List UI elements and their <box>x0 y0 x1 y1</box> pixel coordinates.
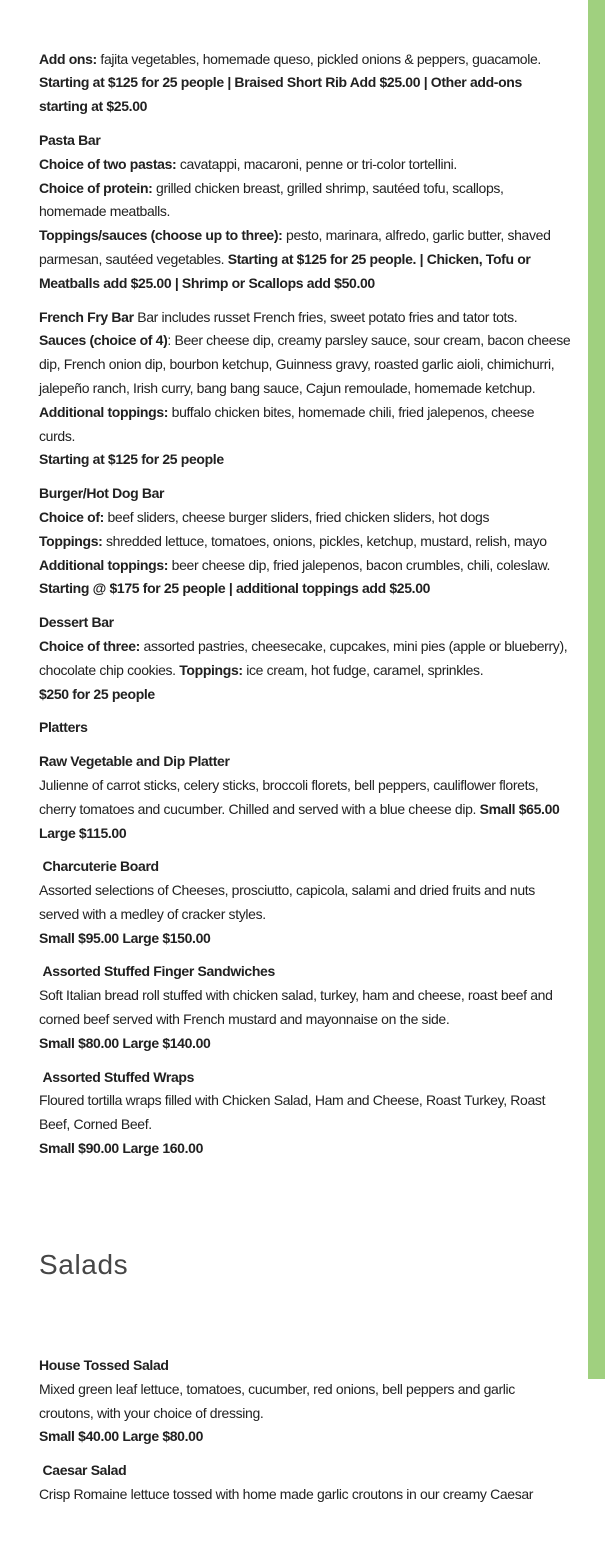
right-edge-green-stripe <box>588 0 605 1379</box>
menu-paragraph-platters: Platters <box>39 719 88 736</box>
menu-paragraph-french-fry-bar: French Fry Bar Bar includes russet French fries, sweet potato fries and tator tots. Sauces (choice of 4): Beer cheese dip, creamy parsley sauce, sour cream, bacon cheese dip, French onion dip, bourbon ketchup, Guinness gravy, roasted garlic aioli, chimichurri, jalepeño ranch, Irish curry, bang bang sauce, Cajun remoulade, homemade ketchup. Additional toppings: buffalo chicken bites, homemade chili, fried jalepenos, cheese curds. Starting at $125 for 25 people <box>39 308 574 468</box>
menu-paragraph-raw-vegetable-and-dip-platter: Raw Vegetable and Dip Platter Julienne of carrot sticks, celery sticks, broccoli florets, bell peppers, cauliflower florets, cherry tomatoes and cucumber. Chilled and served with a blue cheese dip. Small $65.00 Large $115.00 <box>39 753 564 841</box>
menu-paragraph-charcuterie-board: Charcuterie Board Assorted selections of Cheeses, prosciutto, capicola, salami and dried fruits and nuts served with a medley of cracker styles. Small $95.00 Large $150.00 <box>39 858 539 946</box>
menu-sections-bars-and-platters <box>39 48 572 1161</box>
salads-section-heading: Salads <box>39 1249 129 1281</box>
menu-paragraph-add-ons: Add ons: fajita vegetables, homemade queso, pickled onions & peppers, guacamole. Starting at $125 for 25 people | Braised Short Rib Add $25.00 | Other add-ons starting at $25.00 <box>39 50 541 115</box>
menu-sections-salads <box>39 1354 572 1507</box>
menu-paragraph-caesar-salad: Caesar Salad Crisp Romaine lettuce tossed with home made garlic croutons in our creamy Caesar <box>39 1462 534 1503</box>
menu-paragraph-pasta-bar: Pasta Bar Choice of two pastas: cavatappi, macaroni, penne or tri-color tortellini. Choice of protein: grilled chicken breast, grilled shrimp, sautéed tofu, scallops, homemade meatballs. Toppings/sauces (choose up to three): pesto, marinara, alfredo, garlic butter, shaved parmesan, sautéed vegetables. Starting at $125 for 25 people. | Chicken, Tofu or Meatballs add $25.00 | Shrimp or Scallops add $50.00 <box>39 131 555 291</box>
menu-paragraph-burger-hot-dog-bar: Burger/Hot Dog Bar Choice of: beef sliders, cheese burger sliders, fried chicken sliders, hot dogs Toppings: shredded lettuce, tomatoes, onions, pickles, ketchup, mustard, relish, mayo Additional toppings: beer cheese dip, fried jalepenos, bacon crumbles, chili, coleslaw. Starting @ $175 for 25 people | additional toppings add $25.00 <box>39 485 551 597</box>
menu-paragraph-assorted-stuffed-finger-sandwiches: Assorted Stuffed Finger Sandwiches Soft Italian bread roll stuffed with chicken salad, turkey, ham and cheese, roast beef and corned beef served with French mustard and mayonnaise on the side. Small $80.00 Large $140.00 <box>39 963 557 1051</box>
menu-content <box>39 0 572 1564</box>
menu-paragraph-assorted-stuffed-wraps: Assorted Stuffed Wraps Floured tortilla wraps filled with Chicken Salad, Ham and Cheese, Roast Turkey, Roast Beef, Corned Beef. Small $90.00 Large 160.00 <box>39 1068 549 1157</box>
menu-paragraph-house-tossed-salad: House Tossed Salad Mixed green leaf lettuce, tomatoes, cucumber, red onions, bell peppers and garlic croutons, with your choice of dressing. Small $40.00 Large $80.00 <box>39 1357 519 1445</box>
menu-paragraph-dessert-bar: Dessert Bar Choice of three: assorted pastries, cheesecake, cupcakes, mini pies (apple or blueberry), chocolate chip cookies. Toppings: ice cream, hot fudge, caramel, sprinkles. $250 for 25 people <box>39 614 571 702</box>
